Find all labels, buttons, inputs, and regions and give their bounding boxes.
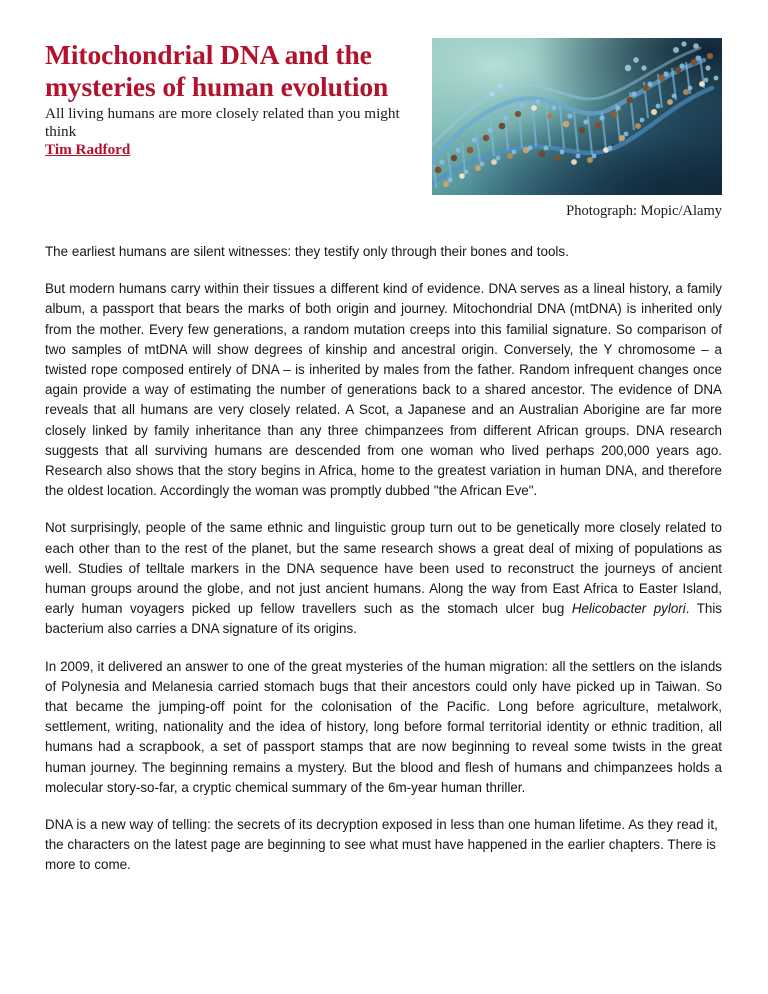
scientific-name: Helicobacter pylori — [571, 601, 686, 617]
body-paragraph: But modern humans carry within their tissues a different kind of evidence. DNA serves as a lineal history, a family album, a passport that bears the marks of both origin and journey. Mitochondrial DNA (mtDNA) is inherited only from the mother. Every few generations, a random mutation creeps into this familial signature. So comparison of two samples of mtDNA will show degrees of kinship and ancestral origin. Conversely, the Y chromosome – a twisted rope composed entirely of DNA – is inherited by males from the father. Random infrequent changes once again provide a way of estimating the number of generations back to a shared ancestor. The evidence of DNA reveals that all humans are very closely related. A Scot, a Japanese and an Australian Aborigine are far more closely linked by family inheritance than any three chimpanzees from different African groups. DNA research suggests that all surviving humans are descended from one woman who lived perhaps 200,000 years ago. Research also shows that the story begins in Africa, home to the greatest variation in human DNA, and therefore the oldest location. Accordingly the woman was promptly dubbed "the African Eve". — [45, 281, 722, 499]
standfirst: All living humans are more closely related than you might think — [45, 105, 400, 140]
byline-author-link[interactable]: Tim Radford — [45, 141, 131, 158]
body-paragraph: In 2009, it delivered an answer to one of the great mysteries of the human migration: all the settlers on the islands of Polynesia and Melanesia carried stomach bugs that their ancestors could only have picked up in Taiwan. So that became the jumping-off point for the colonisation of the Pacific. Long before agriculture, metalwork, settlement, writing, nationality and the idea of history, long before formal territorial identity or ethnic tradition, all humans had a scrapbook, a set of passport stamps that are now beginning to reveal some twists in the great human journey. The beginning remains a mystery. But the blood and flesh of humans and chimpanzees holds a molecular story-so-far, a cryptic chemical summary of the 6m-year human thriller. — [45, 658, 722, 795]
photo-column — [432, 38, 722, 220]
dna-double-helix-image — [432, 38, 722, 195]
article-header — [0, 0, 768, 220]
body-paragraph: The earliest humans are silent witnesses: they testify only through their bones and tools. — [45, 244, 569, 259]
page-title: Mitochondrial DNA and the mysteries of human evolution — [45, 39, 389, 102]
article-body — [0, 242, 768, 876]
body-paragraph: Not surprisingly, people of the same ethnic and linguistic group turn out to be genetically more closely related to each other than to the rest of the planet, but the same research shows a great deal of mixing of populations as well. Studies of telltale markers in the DNA sequence have been used to reconstruct the journeys of ancient human groups around the globe, and not just ancient humans. Along the way from East Africa to Easter Island, early human voyagers picked up fellow travellers such as the stomach ulcer bug Helicobacter pylori. This bacterium also carries a DNA signature of its origins. — [45, 520, 722, 637]
body-paragraph: DNA is a new way of telling: the secrets of its decryption exposed in less than one human lifetime. As they read it, the characters on the latest page are beginning to see what must have happened in the earlier chapters. There is more to come. — [45, 817, 718, 873]
headline-column — [45, 38, 430, 159]
photo-credit-caption: Photograph: Mopic/Alamy — [566, 203, 722, 219]
